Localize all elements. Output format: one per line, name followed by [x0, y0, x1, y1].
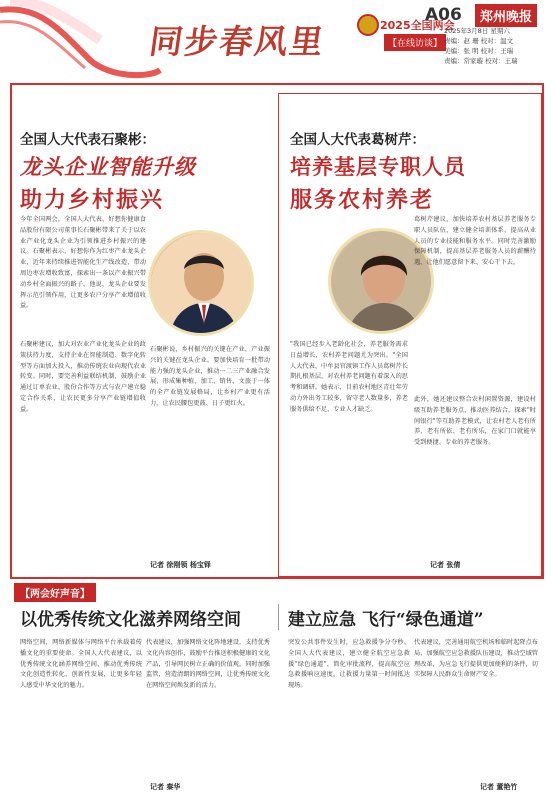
article-byline: 记者 徐刚领 杨宝铎	[150, 561, 211, 569]
article-headline-line2: 服务农村养老	[290, 187, 435, 213]
article-headline-line1: 龙头企业智能升级	[20, 154, 196, 179]
article-byline: 记者 张倩	[430, 561, 461, 569]
bottom-headline-right: 建立应急 飞行“绿色通道”	[288, 610, 484, 630]
paper-name: 郑州晚报	[475, 4, 537, 27]
article-body-col: 此外，她还建议整合农村闲置资源，建设村级互助养老服务点，推动医养结合，探索"时间银行"等互助养老模式，让农村老人老有所养、老有所依、老有所乐，在家门口就能享受到便捷、专业的养老服务。	[414, 396, 536, 447]
bottom-headline-left: 以优秀传统文化滋养网络空间	[20, 610, 241, 630]
bottom-byline: 记者 董艳竹	[480, 783, 518, 791]
bottom-body-col: 网络空间，网络新媒体与网络平台承载着传播文化的重要使命。全国人大代表建议，以优秀传统文化涵养网络空间，推动优秀传统文化创造性转化、创新性发展，让更多年轻人感受中华文化的魅力。	[20, 639, 142, 690]
editor-meta	[444, 26, 518, 66]
page-number: A06	[425, 5, 462, 25]
bottom-body-col: 突发公共事件发生时，应急救援争分夺秒。全国人大代表建议，建立健全航空应急救援“绿色通道”，简化审批流程，提高航空应急救援响应速度，让救援力量第一时间抵达现场。	[288, 639, 410, 690]
meta-line: 责编：常家璇 校对：王瑞	[444, 57, 518, 65]
bottom-body-col: 代表建议，加强网络文化阵地建设，支持优秀文化内容创作，鼓励平台推送积极健康的文化产品，引导网民树立正确的价值观。同时加强监管，营造清朗的网络空间，让优秀传统文化在网络空间焕发新的活力。	[146, 639, 270, 690]
article-kicker: 全国人大代表石聚彬：	[20, 132, 155, 148]
article-body-col: "我国已经步入老龄化社会，养老服务需求日益增长，农村养老问题尤为突出。"全国人大代表、中牟县官渡镇工作人员葛树芹长期扎根基层，对农村养老问题有着深入的思考和调研。她表示，目前农村地区青壮年劳动力外出务工较多，留守老人数量多，养老服务供给不足，专业人才缺乏。	[290, 341, 408, 413]
meta-line: 美编：张 明 校对：王瑞	[444, 47, 514, 55]
article-shi-jubin	[20, 95, 270, 214]
article-headline-line1: 培养基层专职人员	[290, 154, 466, 179]
article-body-col: 石聚彬建议，加大对农业产业化龙头企业的政策扶持力度，支持企业在智能制造、数字化转型等方面加大投入，推动传统农业向现代农业转变。同时，要完善利益联结机制，鼓励企业通过订单农业、股份合作等方式与农户建立稳定合作关系，让农民更多分享产业链增值收益。	[20, 341, 146, 413]
portrait-shi-jubin	[148, 230, 254, 336]
page-header	[0, 0, 555, 80]
article-body-col: 葛树芹建议，加快培养农村基层养老服务专职人员队伍，建立健全培训体系，提高从业人员的专业技能和服务水平。同时完善激励保障机制，提高基层养老服务人员的薪酬待遇，让他们愿意留下来、安心干下去。	[414, 216, 536, 267]
article-headline-line2: 助力乡村振兴	[20, 187, 165, 213]
article-kicker: 全国人大代表葛树芹：	[290, 132, 425, 148]
section-title: 同步春风里	[146, 22, 328, 61]
section-banner: 【两会好声音】	[14, 583, 96, 602]
article-body-col: 今年全国两会，全国人大代表、好想你健康食品股份有限公司董事长石聚彬带来了关于以农业产业化龙头企业为引领推进乡村振兴的建议。石聚彬表示，好想你作为红枣产业龙头企业，近年来持续推进智能化生产线改造，带动周边枣农增收致富，探索出一条以产业振兴带动乡村全面振兴的路子。他说，龙头企业要发挥示范引领作用，让更多农户分享产业增值收益。	[20, 216, 146, 310]
bottom-body-col: 代表建议，完善通用航空机场和临时起降点布局，加强航空应急救援队伍建设，推动空域管理改革，为应急飞行提供更加便利的条件，切实保障人民群众生命财产安全。	[414, 639, 538, 679]
bottom-byline: 记者 秦华	[150, 783, 181, 791]
meta-line: 2025年3月8日 星期六	[444, 27, 510, 35]
meta-line: 责编：赵 珊 校对：温文	[444, 37, 514, 45]
article-body-col: 石聚彬说，乡村振兴的关键在产业，产业振兴的关键在龙头企业。要加快培育一批带动能力强的龙头企业，推动一二三产业融合发展，形成集种植、加工、销售、文旅于一体的全产业链发展格局，让乡村产业更有活力，让农民腰包更鼓、日子更红火。	[150, 346, 270, 407]
article-ge-shuqin	[290, 95, 540, 214]
lianghui-emblem-icon	[357, 14, 379, 36]
column-tag: 【在线访谈】	[384, 34, 446, 51]
lianghui-label: 2025全国两会	[380, 19, 455, 32]
divider	[278, 604, 279, 630]
